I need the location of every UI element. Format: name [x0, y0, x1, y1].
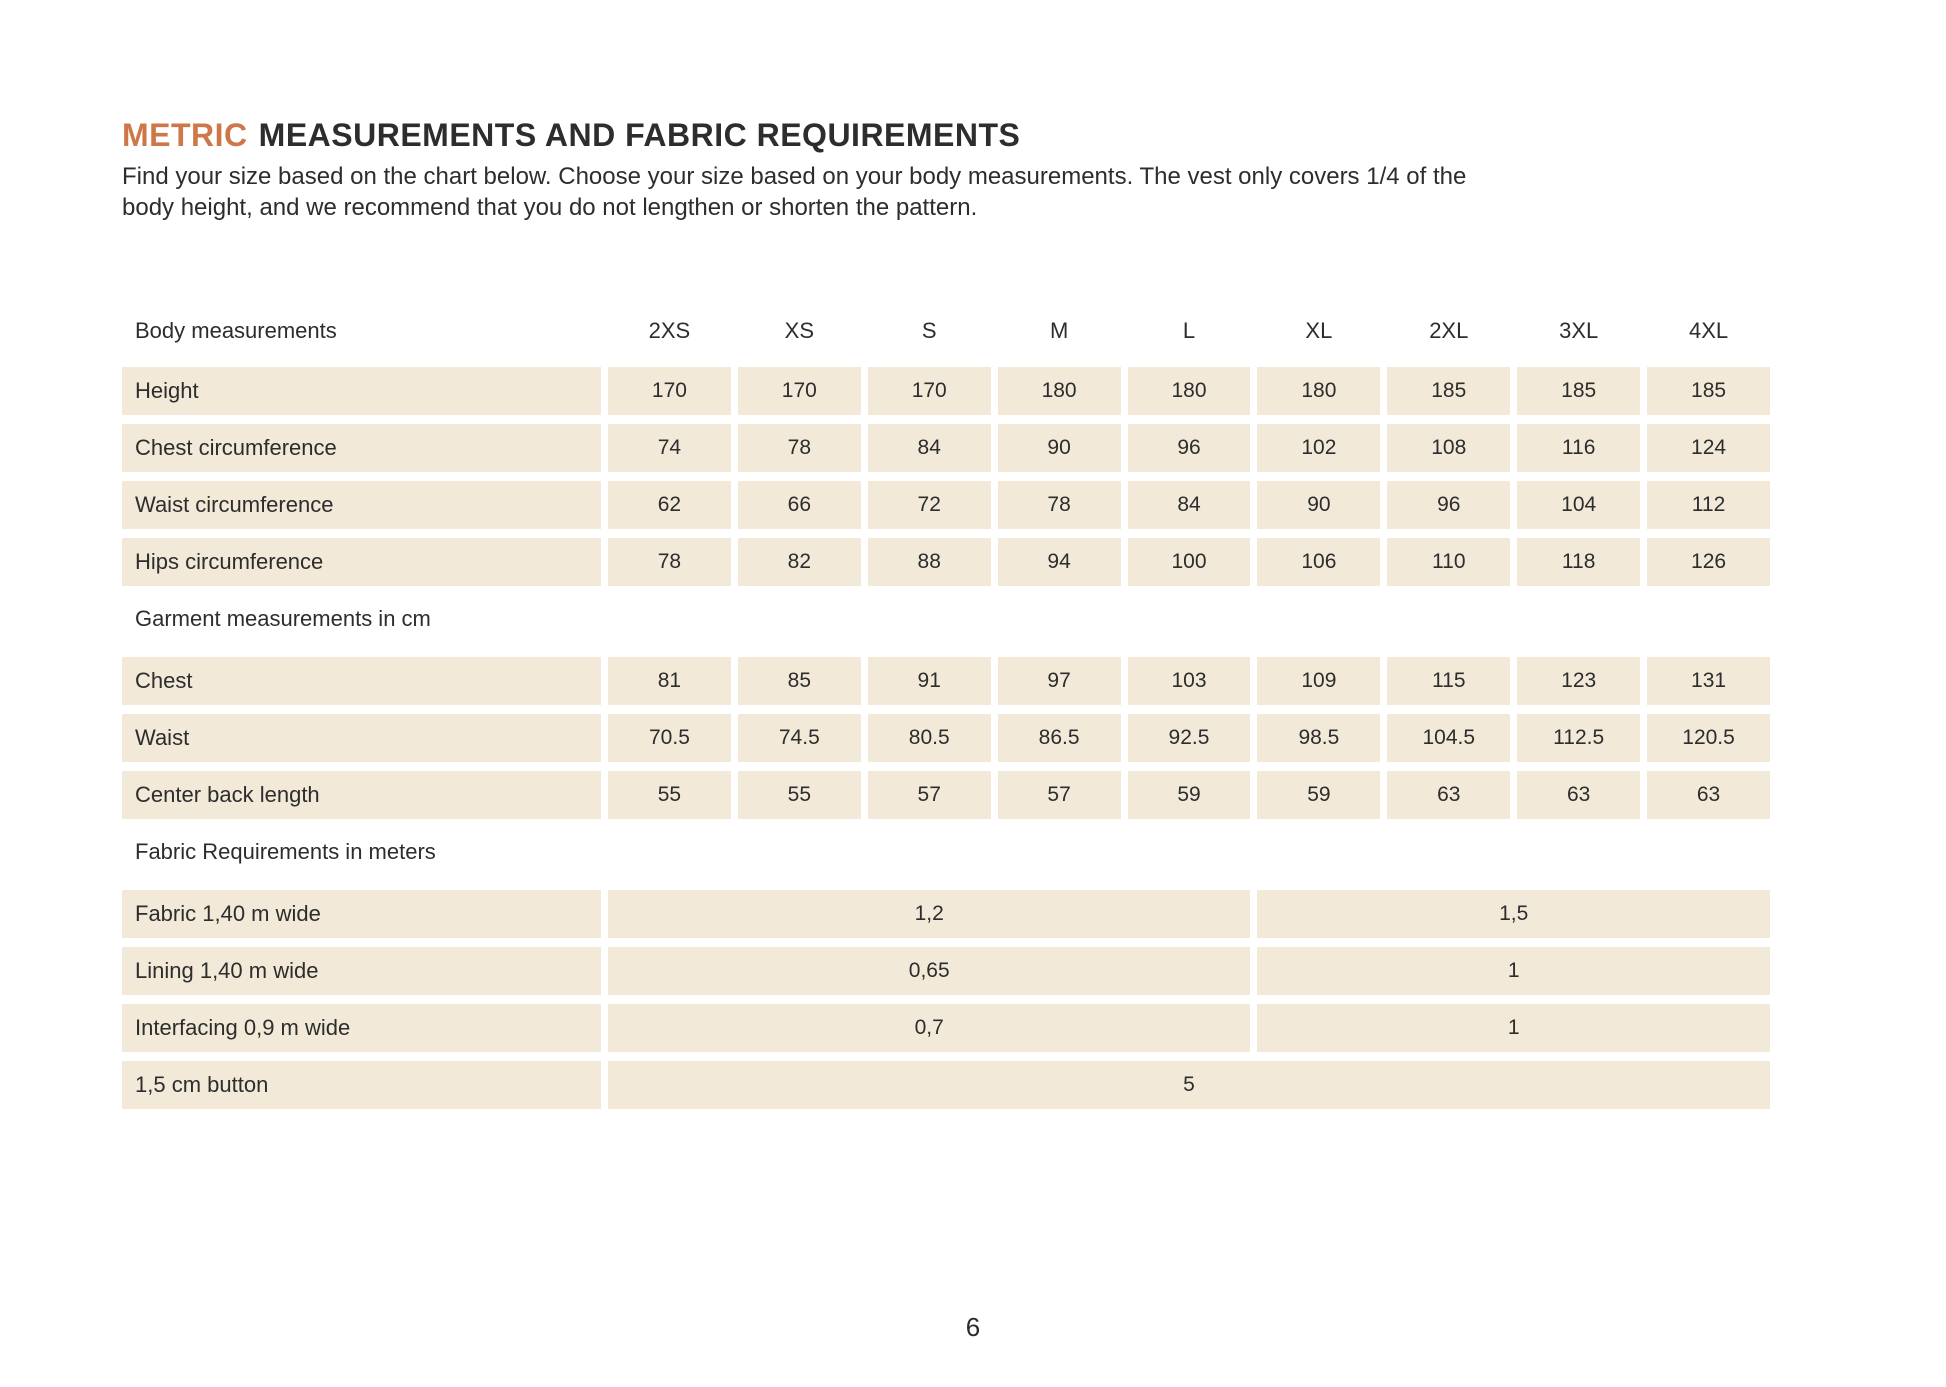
page-title-rest: MEASUREMENTS AND FABRIC REQUIREMENTS — [258, 117, 1021, 153]
value-cell: 63 — [1647, 771, 1770, 819]
value-cell: 94 — [998, 538, 1121, 586]
value-cell: 78 — [998, 481, 1121, 529]
value-cell: 88 — [868, 538, 991, 586]
size-col-header: 4XL — [1688, 318, 1729, 343]
value-cell: 81 — [608, 657, 731, 705]
size-col-header: L — [1182, 318, 1196, 343]
value-cell: 109 — [1257, 657, 1380, 705]
table-row-center-back-length — [122, 771, 1770, 819]
value-cell: 82 — [738, 538, 861, 586]
value-cell: 131 — [1647, 657, 1770, 705]
value-cell: 100 — [1128, 538, 1251, 586]
value-cell: 110 — [1387, 538, 1510, 586]
value-cell: 118 — [1517, 538, 1640, 586]
table-row-interfacing — [122, 1004, 1770, 1052]
value-cell: 123 — [1517, 657, 1640, 705]
row-label: Waist circumference — [122, 481, 601, 529]
value-cell: 170 — [738, 367, 861, 415]
value-cell: 57 — [998, 771, 1121, 819]
size-col-header: 2XS — [648, 318, 691, 343]
row-label: Waist — [122, 714, 601, 762]
merged-value-cell-small-sizes: 0,65 — [608, 947, 1250, 995]
table-row-height — [122, 367, 1770, 415]
value-cell: 55 — [738, 771, 861, 819]
value-cell: 170 — [868, 367, 991, 415]
value-cell: 70.5 — [608, 714, 731, 762]
row-label: Chest circumference — [122, 424, 601, 472]
value-cell: 96 — [1387, 481, 1510, 529]
size-col-header: 2XL — [1429, 318, 1469, 343]
value-cell: 78 — [738, 424, 861, 472]
table-row-fabric — [122, 890, 1770, 938]
value-cell: 185 — [1647, 367, 1770, 415]
value-cell: 85 — [738, 657, 861, 705]
page-content — [122, 0, 1770, 1118]
value-cell: 116 — [1517, 424, 1640, 472]
row-label: Lining 1,40 m wide — [122, 947, 601, 995]
value-cell: 104 — [1517, 481, 1640, 529]
value-cell: 91 — [868, 657, 991, 705]
value-cell: 74.5 — [738, 714, 861, 762]
intro-paragraph — [122, 161, 1770, 223]
value-cell: 84 — [1128, 481, 1251, 529]
row-label: Height — [122, 367, 601, 415]
value-cell: 74 — [608, 424, 731, 472]
header-label: Body measurements — [135, 318, 337, 343]
page-title-accent: METRIC — [122, 117, 248, 153]
size-table — [122, 307, 1770, 1118]
intro-line-2: body height, and we recommend that you do not lengthen or shorten the pattern. — [122, 194, 978, 221]
merged-value-cell-all-sizes: 5 — [608, 1061, 1770, 1109]
merged-value-cell-small-sizes: 1,2 — [608, 890, 1250, 938]
merged-value-cell-large-sizes: 1,5 — [1257, 890, 1770, 938]
table-row-garment-chest — [122, 657, 1770, 705]
value-cell: 90 — [998, 424, 1121, 472]
value-cell: 86.5 — [998, 714, 1121, 762]
value-cell: 103 — [1128, 657, 1251, 705]
value-cell: 62 — [608, 481, 731, 529]
merged-value-cell-large-sizes: 1 — [1257, 947, 1770, 995]
value-cell: 180 — [1257, 367, 1380, 415]
page-number: 6 — [965, 1312, 981, 1342]
value-cell: 180 — [998, 367, 1121, 415]
table-row-hips-circumference — [122, 538, 1770, 586]
value-cell: 80.5 — [868, 714, 991, 762]
value-cell: 63 — [1387, 771, 1510, 819]
row-label: Fabric 1,40 m wide — [122, 890, 601, 938]
value-cell: 90 — [1257, 481, 1380, 529]
value-cell: 66 — [738, 481, 861, 529]
size-col-header: XL — [1305, 318, 1333, 343]
value-cell: 126 — [1647, 538, 1770, 586]
table-header-row — [122, 307, 1770, 355]
table-row-garment-waist — [122, 714, 1770, 762]
value-cell: 98.5 — [1257, 714, 1380, 762]
value-cell: 185 — [1517, 367, 1640, 415]
value-cell: 63 — [1517, 771, 1640, 819]
value-cell: 92.5 — [1128, 714, 1251, 762]
table-row-lining — [122, 947, 1770, 995]
row-label: Center back length — [122, 771, 601, 819]
page-title — [122, 116, 1770, 154]
value-cell: 112 — [1647, 481, 1770, 529]
value-cell: 72 — [868, 481, 991, 529]
row-label: Hips circumference — [122, 538, 601, 586]
merged-value-cell-small-sizes: 0,7 — [608, 1004, 1250, 1052]
value-cell: 124 — [1647, 424, 1770, 472]
table-row-waist-circumference — [122, 481, 1770, 529]
value-cell: 108 — [1387, 424, 1510, 472]
row-label: 1,5 cm button — [122, 1061, 601, 1109]
value-cell: 180 — [1128, 367, 1251, 415]
value-cell: 59 — [1128, 771, 1251, 819]
merged-value-cell-large-sizes: 1 — [1257, 1004, 1770, 1052]
table-row-chest-circumference — [122, 424, 1770, 472]
value-cell: 96 — [1128, 424, 1251, 472]
value-cell: 59 — [1257, 771, 1380, 819]
table-row-button — [122, 1061, 1770, 1109]
value-cell: 185 — [1387, 367, 1510, 415]
value-cell: 57 — [868, 771, 991, 819]
value-cell: 106 — [1257, 538, 1380, 586]
size-col-header: S — [921, 318, 937, 343]
row-label: Chest — [122, 657, 601, 705]
row-label: Interfacing 0,9 m wide — [122, 1004, 601, 1052]
size-col-header: 3XL — [1559, 318, 1599, 343]
value-cell: 78 — [608, 538, 731, 586]
size-col-header: XS — [784, 318, 814, 343]
intro-line-1: Find your size based on the chart below. Choose your size based on your body measurements. The vest only covers 1/4 of the — [122, 163, 1467, 190]
value-cell: 84 — [868, 424, 991, 472]
size-col-header: M — [1049, 318, 1069, 343]
garment-section-label: Garment measurements in cm — [135, 606, 431, 631]
value-cell: 115 — [1387, 657, 1510, 705]
value-cell: 112.5 — [1517, 714, 1640, 762]
value-cell: 55 — [608, 771, 731, 819]
value-cell: 102 — [1257, 424, 1380, 472]
value-cell: 97 — [998, 657, 1121, 705]
value-cell: 170 — [608, 367, 731, 415]
fabric-section-label: Fabric Requirements in meters — [135, 839, 436, 864]
value-cell: 120.5 — [1647, 714, 1770, 762]
value-cell: 104.5 — [1387, 714, 1510, 762]
